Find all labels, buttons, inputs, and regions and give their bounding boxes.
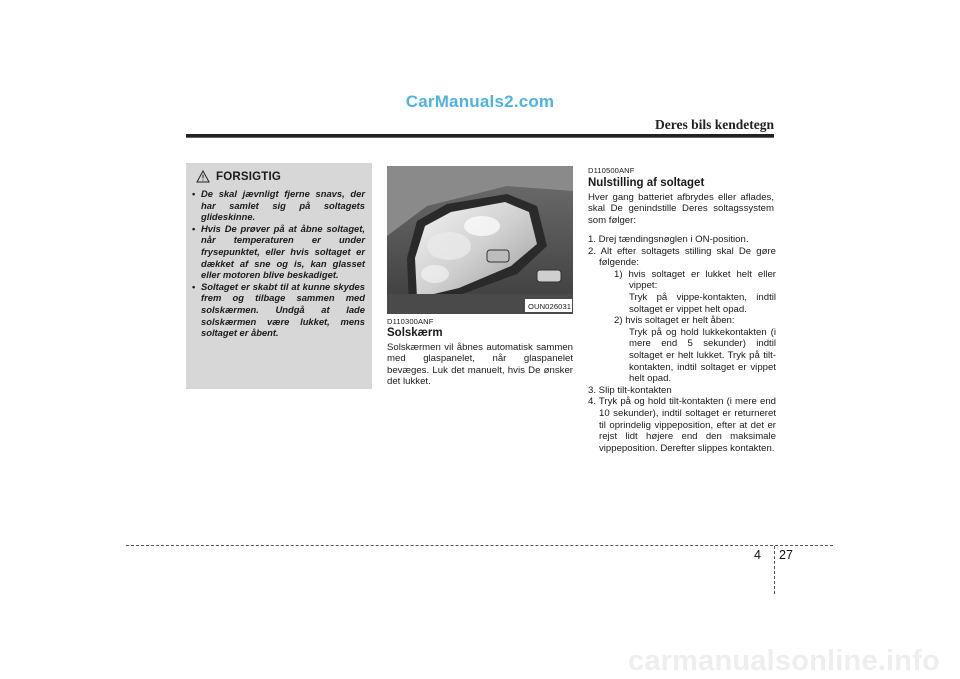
sunshade-heading: Solskærm [387, 327, 443, 339]
reset-heading: Nulstilling af soltaget [588, 177, 705, 189]
caution-box [186, 163, 372, 389]
footer-divider [774, 546, 776, 594]
step-3: 3. Slip tilt-kontakten [588, 384, 672, 396]
step-1: 1. Drej tændingsnøglen i ON-position. [588, 234, 749, 245]
caution-title: FORSIGTIG [216, 170, 282, 183]
step-2-2: 2) hvis soltaget er helt åben: [614, 315, 735, 327]
header-rule-thin [186, 137, 774, 138]
caution-item: • Soltaget er skabt til at kunne skydes frem og tilbage sammen med solskærmen. Undgå at lade solskærmen være lukket, mens soltaget er åbent. [192, 280, 365, 339]
footer-rule [126, 545, 833, 546]
caution-header [196, 170, 281, 183]
sunroof-photo [387, 166, 573, 314]
step-2-1-text: Tryk på vippe-kontakten, indtil soltaget er vippet helt opad. [629, 291, 776, 315]
page-number: 27 [779, 548, 793, 562]
photo-label: OUN026031 [528, 302, 572, 311]
chapter-number: 4 [754, 548, 761, 562]
reset-intro: Hver gang batteriet afbrydes eller aflades, skal De genindstille Deres soltagssystem som følger: [588, 192, 774, 226]
reset-steps [588, 234, 776, 454]
step-2-2-text: Tryk på og hold lukkekontakten (i mere end 5 sekunder) indtil soltaget er helt lukket. Tryk på tilt-kontakten, indtil soltaget er vippet helt opad. [629, 326, 776, 385]
chapter-title: Deres bils kendetegn [654, 117, 774, 132]
step-2-1: 1) hvis soltaget er lukket helt eller vippet: [614, 268, 776, 292]
sunroof-image [387, 166, 573, 314]
step-2: 2. Alt efter soltagets stilling skal De gøre følgende: [588, 245, 776, 269]
caution-item: • Hvis De prøver på at åbne soltaget, når temperaturen er under frysepunktet, eller hvis soltaget er dækket af sne og is, kan glasset eller motoren blive beskadiget. [192, 222, 365, 281]
caution-item: • De skal jævnligt fjerne snavs, der har samlet sig på soltagets glideskinne. [192, 188, 365, 223]
sunshade-text: Solskærmen vil åbnes automatisk sammen med glaspanelet, når glaspanelet bevæges. Luk det manuelt, hvis De ønsker det lukket. [387, 342, 573, 388]
warning-triangle-icon [196, 170, 210, 183]
step-4: 4. Tryk på og hold tilt-kontakten (i mere end 10 sekunder), indtil soltaget er returneret til oprindelig vippeposition, efter at det er rejst lidt højere end den maksimale vippeposition. Derefter slippes kontakten. [588, 396, 776, 454]
caution-list [192, 188, 365, 339]
sunshade-code: D110300ANF [387, 317, 434, 326]
watermark: CarManuals2.com [405, 92, 555, 111]
reset-code: D110500ANF [588, 166, 635, 175]
footer-watermark: carmanualsonline.info [628, 645, 940, 677]
